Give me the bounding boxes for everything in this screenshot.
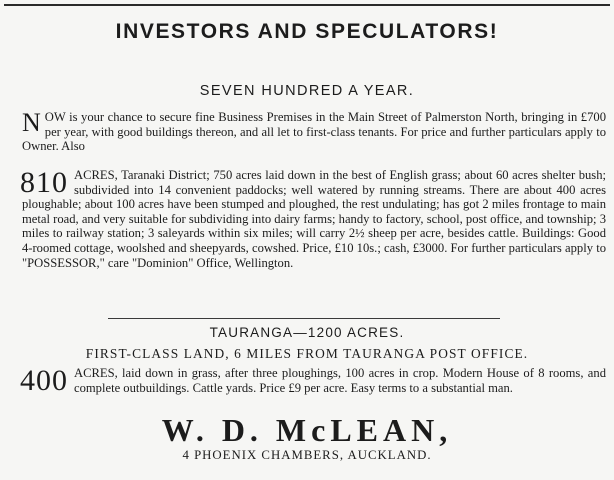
paragraph-tauranga xyxy=(22,366,606,395)
headline: INVESTORS AND SPECULATORS! xyxy=(115,20,499,43)
paragraph-text: ACRES, laid down in grass, after three ploughings, 100 acres in crop. Modern House of 8 rooms, and complete outbuildings. Cattle yards. Price £9 per acre. Easy terms to a substantial man. xyxy=(74,366,606,395)
advertiser-address: 4 PHOENIX CHAMBERS, AUCKLAND. xyxy=(182,448,432,462)
advertiser-name: W. D. McLEAN, xyxy=(161,412,453,448)
section-title-seven-hundred: SEVEN HUNDRED A YEAR. xyxy=(199,83,415,99)
paragraph-text: ACRES, Taranaki District; 750 acres laid down in the best of English grass; about 60 acres shelter bush; subdivided into 14 convenient paddocks; well watered by running streams. There are about 400 acres ploughable; about 100 acres have been stumped and ploughed, the rest undulating; has got 2 miles frontage to main metal road, and very suitable for subdividing into dairy farms; handy to factory, school, post office, and township; 3 miles to railway station; 3 saleyards within six miles; will carry 2½ sheep per acre, besides cattle. Buildings: Good 4-roomed cottage, woolshed and sheepyards, cowshed. Price, £10 10s.; cash, £3000. For further particulars apply to "POSSESSOR," care "Dominion" Office, Wellington. xyxy=(22,168,606,270)
paragraph-text: OW is your chance to secure fine Business Premises in the Main Street of Palmerston North, bringing in £700 per year, with good buildings thereon, and all let to first-class tenants. For price and further particulars apply to Owner. Also xyxy=(22,110,606,154)
acreage-number: 400 xyxy=(20,364,68,397)
section-title-tauranga: TAURANGA—1200 ACRES. xyxy=(209,325,405,340)
paragraph-taranaki xyxy=(22,168,606,270)
drop-cap: N xyxy=(22,108,41,137)
section-subtitle-first-class: FIRST-CLASS LAND, 6 MILES FROM TAURANGA POST OFFICE. xyxy=(85,346,529,361)
acreage-number: 810 xyxy=(20,166,68,199)
section-divider xyxy=(108,318,500,319)
top-rule xyxy=(4,4,610,6)
paragraph-business-premises xyxy=(22,110,606,154)
